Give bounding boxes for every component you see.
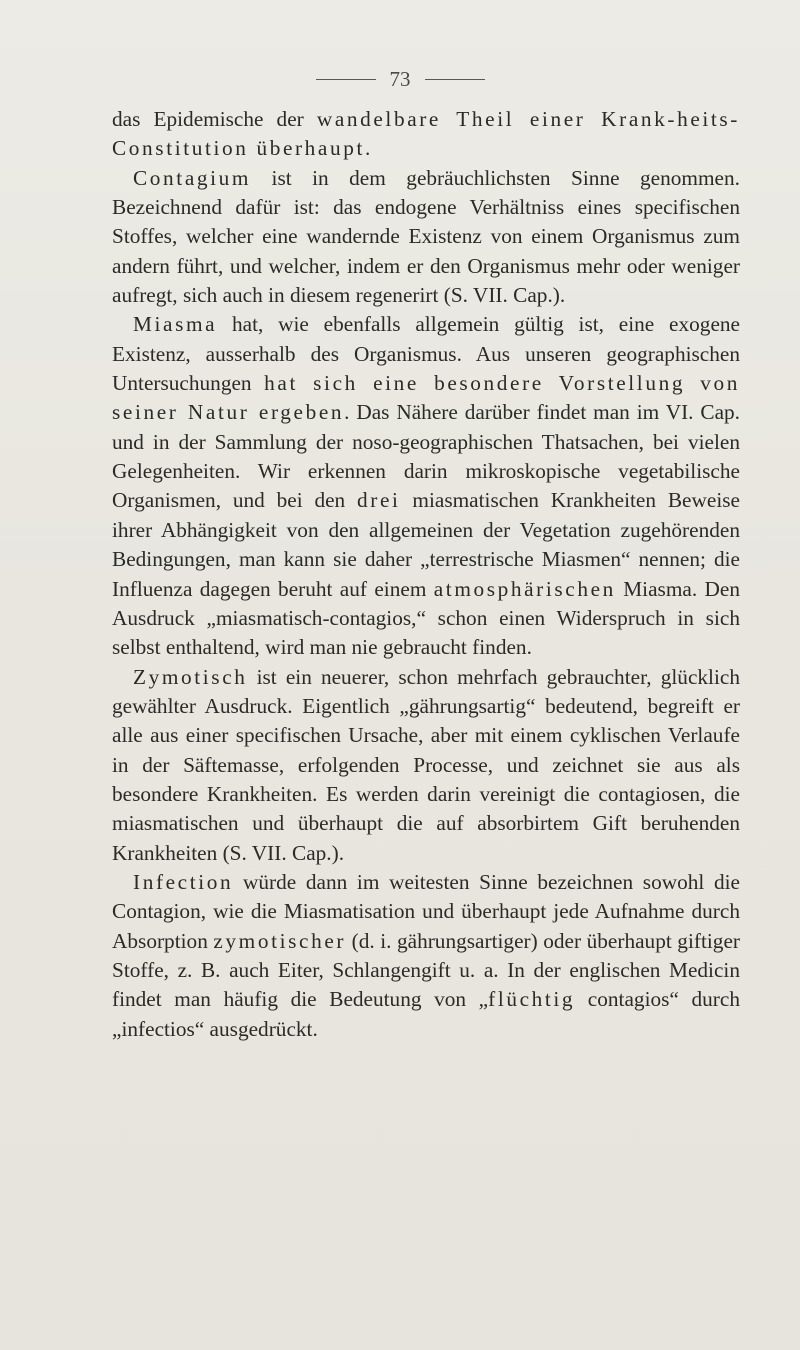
text-run: das Epidemische der xyxy=(112,107,317,131)
emphasized-term: wandelbare Theil einer Krank-heits-Constitution überhaupt xyxy=(112,107,740,161)
emphasized-term: Infection xyxy=(133,869,234,894)
body-text xyxy=(112,105,740,1044)
text-run: contagios“ durch „infectios“ ausgedrückt. xyxy=(112,987,740,1041)
emphasized-term: atmosphärischen xyxy=(433,576,616,601)
paragraph xyxy=(112,164,740,311)
page-number: 73 xyxy=(389,66,411,91)
text-run: miasmatischen Krankheiten Beweise ihrer Abhängigkeit von den allgemeinen der Vegetation zugehörenden Bedingungen, man kann sie daher „terrestrische Miasmen“ nennen; die Influenza dagegen beruht auf einem xyxy=(112,488,740,601)
emphasized-term: Zymotisch xyxy=(133,664,248,689)
text-run: . Das Nähere darüber findet man im VI. Cap. und in der Sammlung der noso-geographischen Thatsachen, bei vielen Gelegenheiten. Wir erkennen darin mikroskopische vegetabilische Organismen, und bei den xyxy=(112,400,741,513)
text-run: hat, wie ebenfalls allgemein gültig ist, eine exogene Existenz, ausserhalb des Organismus. Aus unseren geographischen Untersuchungen xyxy=(112,312,740,396)
page-header xyxy=(0,64,800,94)
header-rule-left xyxy=(316,79,376,80)
emphasized-term: Miasma xyxy=(133,312,218,337)
emphasized-term: drei xyxy=(357,488,401,513)
header-rule-right xyxy=(425,79,485,80)
paragraph xyxy=(112,105,740,164)
text-run: ist ein neuerer, schon mehrfach gebrauchter, glücklich gewählter Ausdruck. Eigentlich „gährungsartig“ bedeutend, begreift er alle aus einer specifischen Ursache, aber mit einem cyklischen Verlaufe in der Säftemasse, erfolgenden Processe, und zeichnet sie aus als besondere Krankheiten. Es werden darin vereinigt die contagiosen, die miasmatischen und überhaupt die auf absorbirtem Gift beruhenden Krankheiten (S. VII. Cap.). xyxy=(112,664,740,865)
text-run: . xyxy=(365,136,371,161)
paragraph xyxy=(112,663,740,868)
text-run: Miasma. Den Ausdruck „miasmatisch-contagios,“ schon einen Widerspruch in sich selbst enthaltend, wird man nie gebraucht finden. xyxy=(112,576,740,660)
paragraph xyxy=(112,868,740,1044)
text-run: ist in dem gebräuchlichsten Sinne genommen. Bezeichnend dafür ist: das endogene Verhältniss eines specifischen Stoffes, welcher eine wandernde Existenz von einem Organismus zum andern führt, und welcher, indem er den Organismus mehr oder weniger aufregt, sich auch in diesem regenerirt (S. VII. Cap.). xyxy=(112,165,740,308)
emphasized-term: zymotischer xyxy=(213,928,347,953)
emphasized-term: Contagium xyxy=(133,165,252,190)
emphasized-term: flüchtig xyxy=(488,987,576,1012)
emphasized-term: hat sich eine besondere Vorstellung von seiner Natur ergeben xyxy=(112,371,740,425)
text-run: (d. i. gährungsartiger) oder überhaupt giftiger Stoffe, z. B. auch Eiter, Schlangengift u. a. In der englischen Medicin findet man häufig die Bedeutung von „ xyxy=(112,928,740,1012)
paragraph xyxy=(112,310,740,662)
text-run: würde dann im weitesten Sinne bezeichnen sowohl die Contagion, wie die Miasmatisation und überhaupt jede Aufnahme durch Absorption xyxy=(112,869,740,953)
